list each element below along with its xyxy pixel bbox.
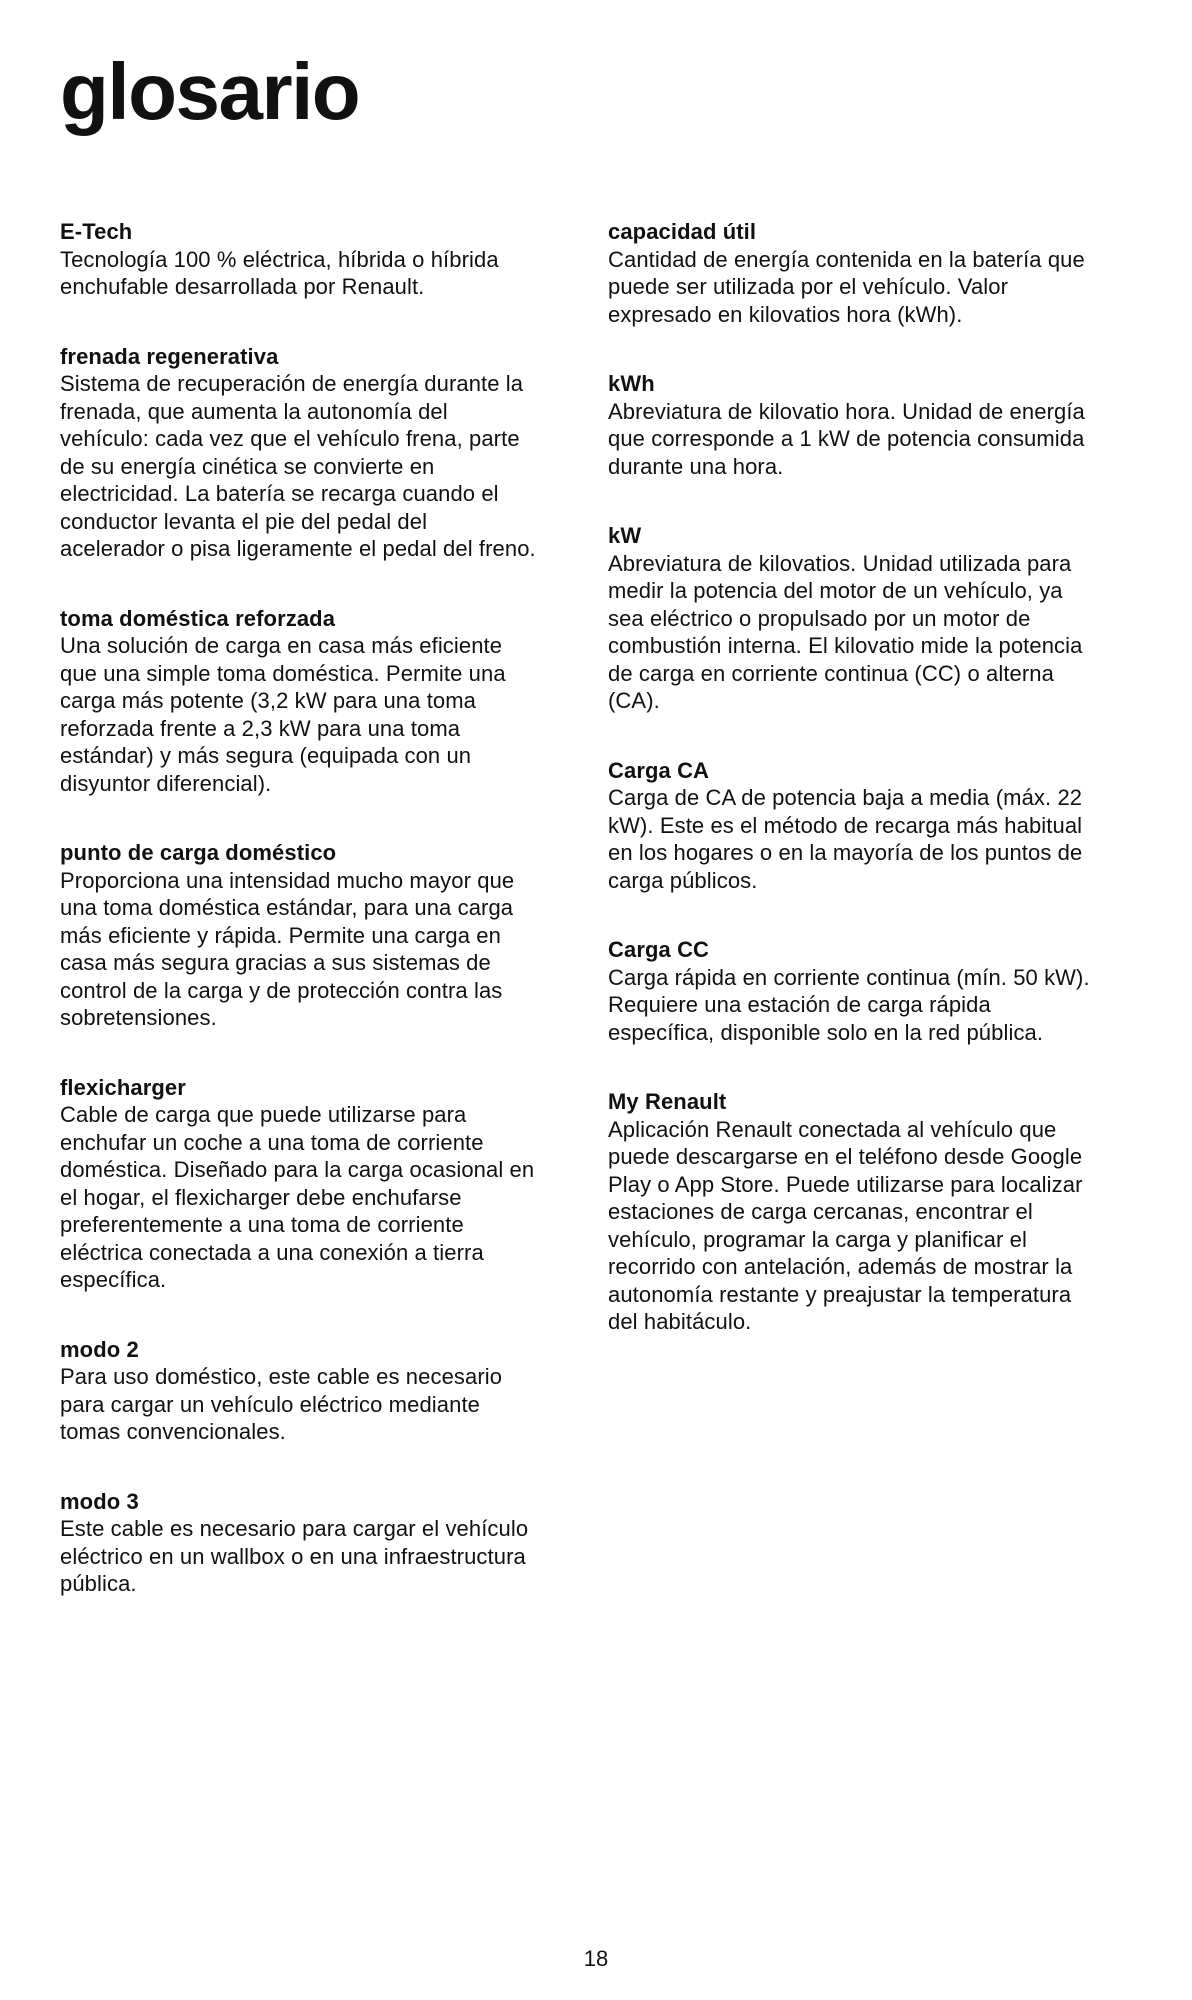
glossary-definition: Aplicación Renault conectada al vehículo que puede descargarse en el teléfono desde Google Play o App Store. Puede utilizarse para localizar estaciones de carga cercanas, encontrar el vehículo, programar la carga y planificar el recorrido con antelación, además de mostrar la autonomía restante y preajustar la temperatura del habitáculo. (608, 1116, 1083, 1334)
glossary-entry (60, 218, 536, 301)
glossary-left-column (60, 218, 536, 1640)
glossary-entry (608, 936, 1094, 1046)
glossary-entry (60, 1488, 536, 1598)
glossary-term: Carga CA (608, 757, 710, 783)
glossary-definition: Cable de carga que puede utilizarse para enchufar un coche a una toma de corriente doméstica. Diseñado para la carga ocasional en el hogar, el flexicharger debe enchufarse preferentemente a una toma de corriente eléctrica conectada a una conexión a tierra específica. (60, 1102, 535, 1292)
glossary-right-column (608, 218, 1094, 1640)
glossary-term: frenada regenerativa (60, 343, 279, 369)
glossary-definition: Carga de CA de potencia baja a media (máx. 22 kW). Este es el método de recarga más habitual en los hogares o en la mayoría de los puntos de carga públicos. (608, 785, 1083, 893)
glossary-definition: Proporciona una intensidad mucho mayor que una toma doméstica estándar, para una carga más eficiente y rápida. Permite una carga en casa más segura gracias a sus sistemas de control de la carga y de protección contra las sobretensiones. (60, 867, 515, 1030)
glossary-entry (608, 370, 1094, 480)
glossary-entry (60, 1074, 536, 1294)
glossary-entry (60, 839, 536, 1032)
glossary-definition: Carga rápida en corriente continua (mín. 50 kW). Requiere una estación de carga rápida específica, disponible solo en la red pública. (608, 964, 1090, 1045)
glossary-term: flexicharger (60, 1074, 186, 1100)
glossary-definition: Tecnología 100 % eléctrica, híbrida o híbrida enchufable desarrollada por Renault. (60, 246, 499, 299)
glossary-entry (60, 343, 536, 563)
page-title: glosario (60, 47, 360, 136)
glossary-term: E-Tech (60, 219, 133, 244)
glossary-term: modo 2 (60, 1336, 139, 1362)
glossary-definition: Para uso doméstico, este cable es necesario para cargar un vehículo eléctrico mediante tomas convencionales. (60, 1364, 503, 1444)
glossary-term: kWh (608, 371, 655, 396)
glossary-entry (608, 1088, 1094, 1336)
glossary-term: toma doméstica reforzada (60, 605, 336, 631)
glossary-entry (608, 218, 1094, 328)
glossary-definition: Una solución de carga en casa más eficiente que una simple toma doméstica. Permite una carga más potente (3,2 kW para una toma reforzada frente a 2,3 kW para una toma estándar) y más segura (equipada con un disyuntor diferencial). (60, 633, 506, 796)
glossary-term: My Renault (608, 1089, 727, 1114)
glossary-definition: Cantidad de energía contenida en la batería que puede ser utilizada por el vehículo. Valor expresado en kilovatios hora (kWh). (608, 246, 1085, 327)
glossary-term: kW (608, 523, 642, 548)
glossary-entry (608, 757, 1094, 895)
glossary-columns (60, 218, 1136, 1640)
glossary-definition: Sistema de recuperación de energía durante la frenada, que aumenta la autonomía del vehículo: cada vez que el vehículo frena, parte de su energía cinética se convierte en electricidad. La batería se recarga cuando el conductor levanta el pie del pedal del acelerador o pisa ligeramente el pedal del freno. (60, 371, 536, 561)
glossary-entry (60, 605, 536, 798)
glossary-term: capacidad útil (608, 219, 757, 244)
glossary-definition: Abreviatura de kilovatio hora. Unidad de energía que corresponde a 1 kW de potencia consumida durante una hora. (608, 398, 1085, 479)
page-number: 18 (583, 1946, 609, 1971)
glossary-definition: Abreviatura de kilovatios. Unidad utilizada para medir la potencia del motor de un vehículo, ya sea eléctrico o propulsado por un motor de combustión interna. El kilovatio mide la potencia de carga en corriente continua (CC) o alterna (CA). (608, 550, 1083, 713)
glossary-term: modo 3 (60, 1488, 139, 1514)
glossary-entry (60, 1336, 536, 1446)
glossary-definition: Este cable es necesario para cargar el vehículo eléctrico en un wallbox o en una infraestructura pública. (60, 1516, 529, 1596)
glossary-term: Carga CC (608, 937, 710, 962)
glossary-entry (608, 522, 1094, 715)
glossary-term: punto de carga doméstico (60, 840, 337, 865)
